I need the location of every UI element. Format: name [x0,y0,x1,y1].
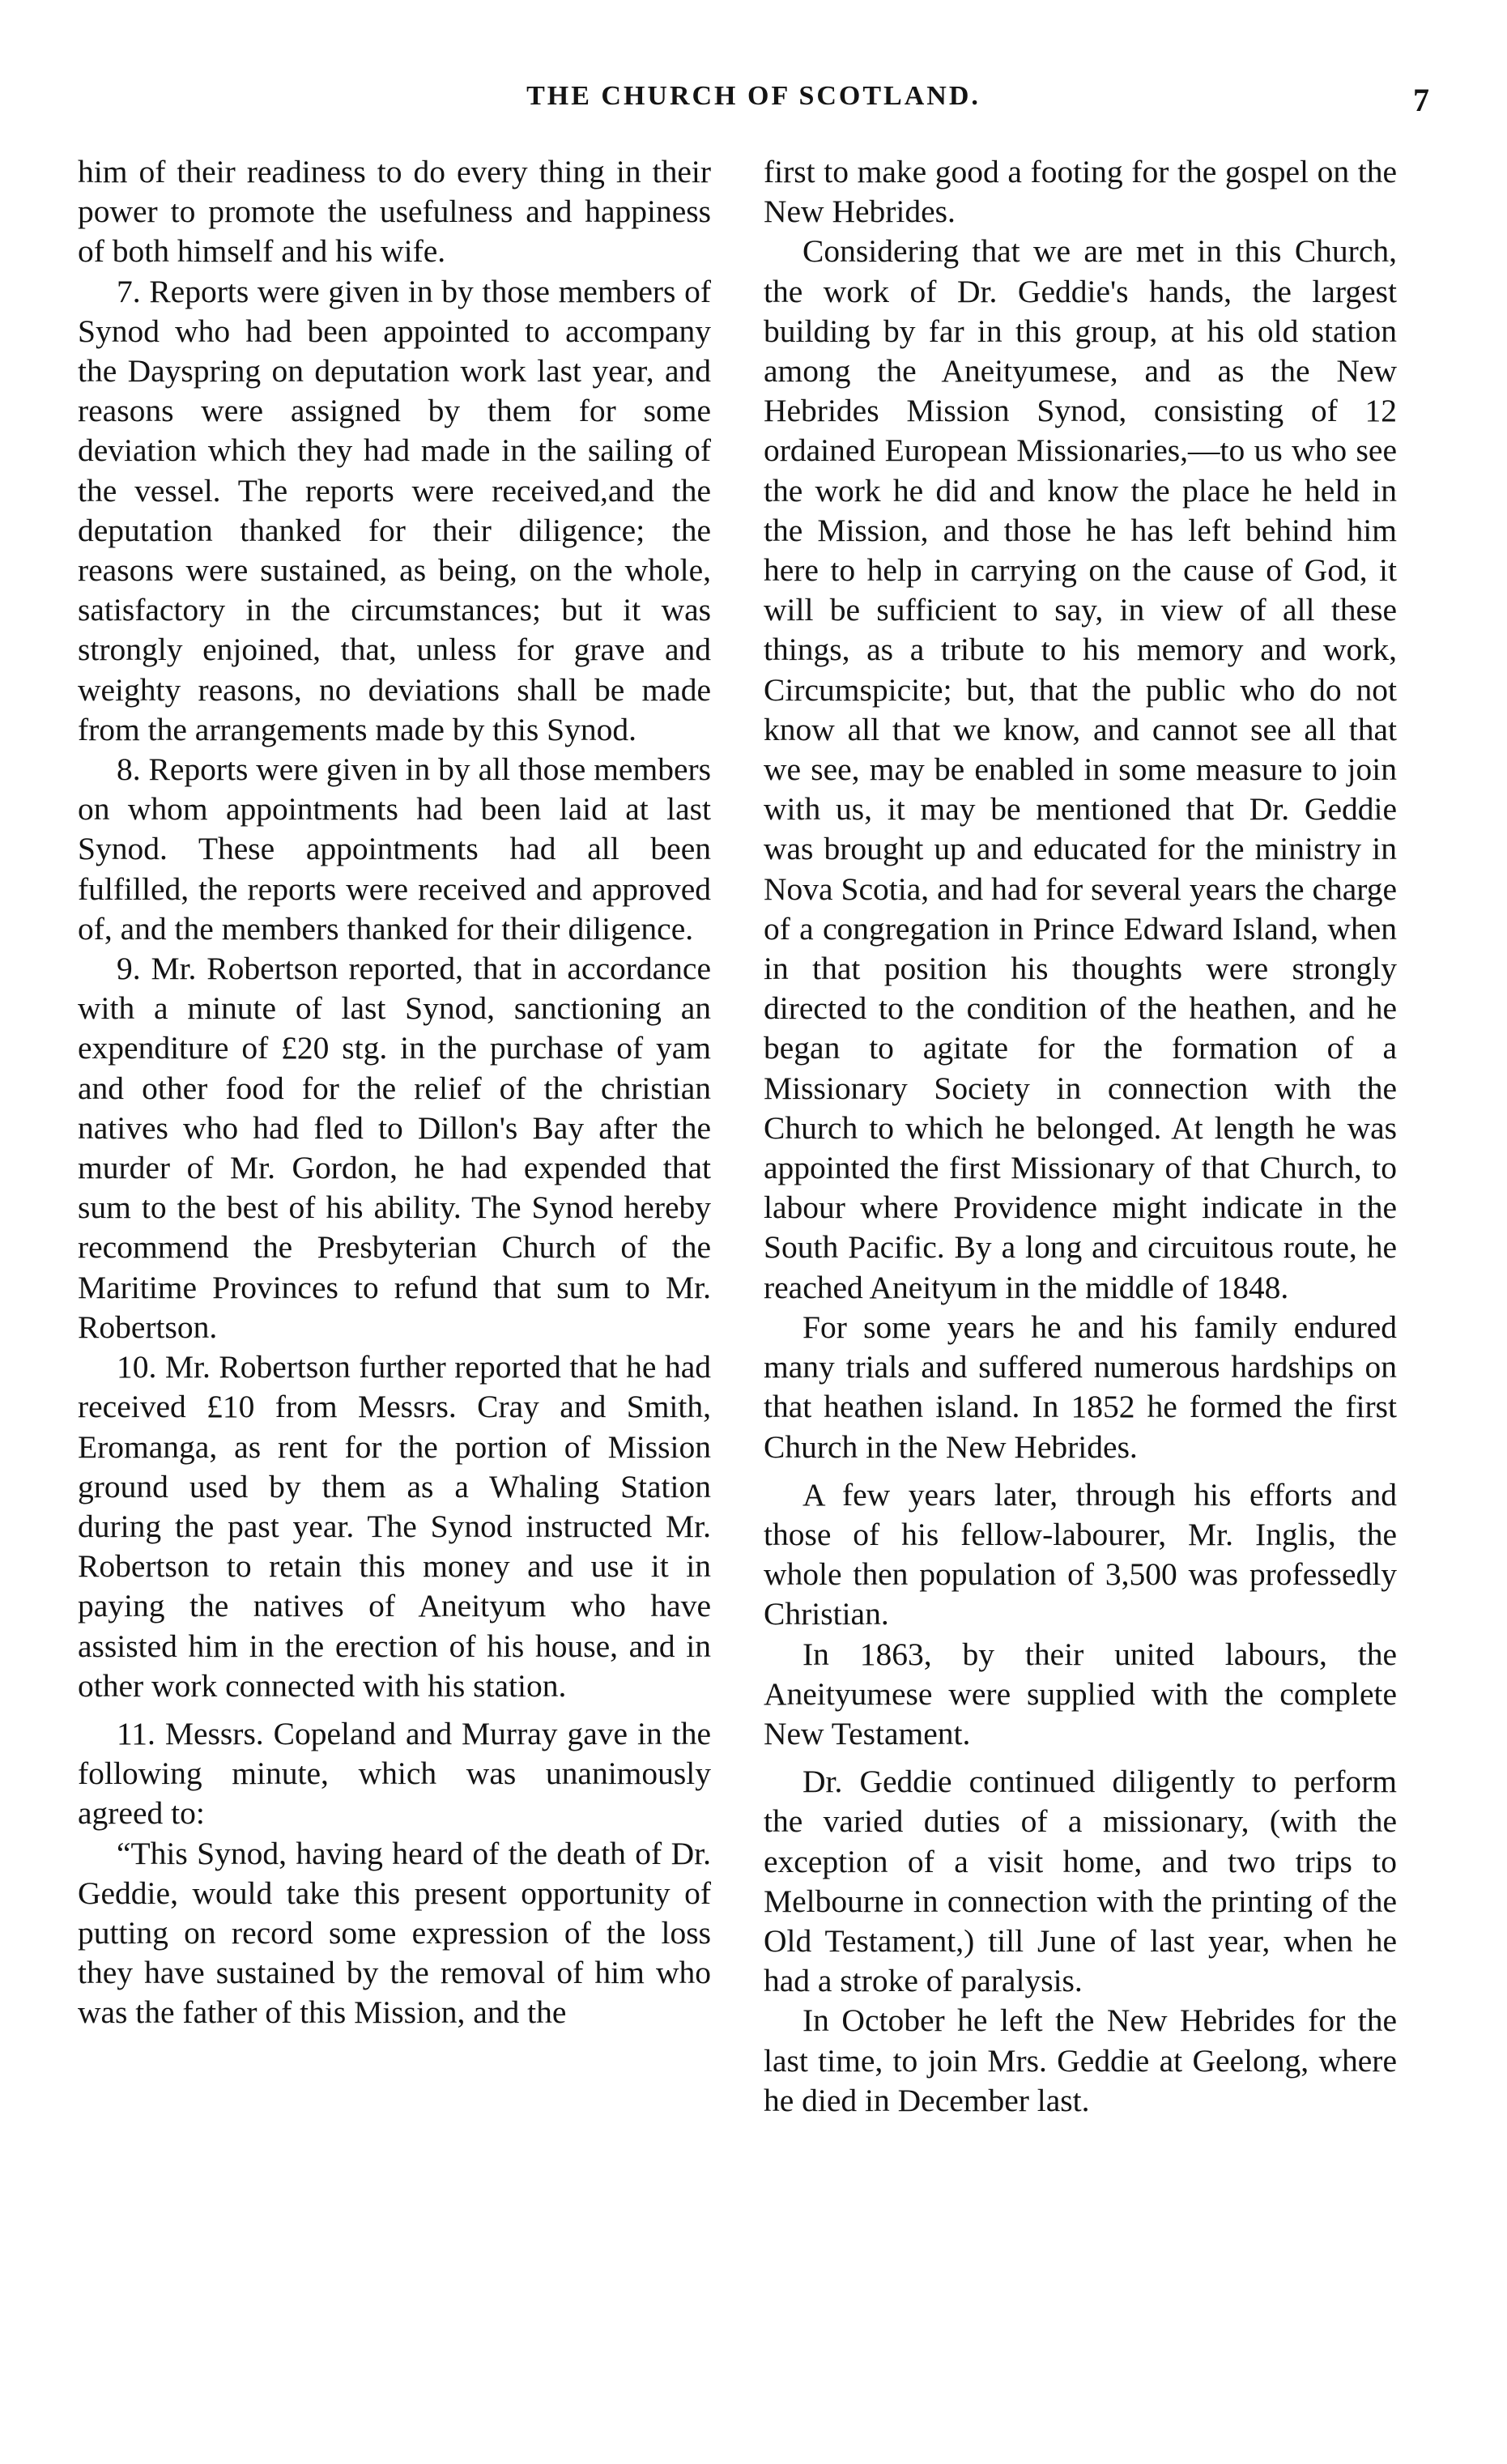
paragraph: “This Synod, having heard of the death of Dr. Geddie, would take this present opportunity of putting on record some expression of the loss they have sustained by the removal of him who was the father of this Mission, and the [78,1835,711,2031]
page-header [78,81,1429,130]
paragraph: 9. Mr. Robertson reported, that in accordance with a minute of last Synod, sanctioning an expenditure of £20 stg. in the purchase of yam and other food for the relief of the christian natives who had fled to Dillon's Bay after the murder of Mr. Gordon, he had expended that sum to the best of his ability. The Synod hereby recommend the Presbyterian Church of the Maritime Provinces to refund that sum to Mr. Robertson. [78,951,711,1345]
paragraph: In October he left the New Hebrides for the last time, to join Mrs. Geddie at Geelong, where he died in December last. [764,2002,1397,2118]
paragraph: 8. Reports were given in by all those members on whom appointments had been laid at last Synod. These appointments had all been fulfilled, the reports were received and approved of, and the members thanked for their diligence. [78,751,711,947]
paragraph: 11. Messrs. Copeland and Murray gave in the following minute, which was unanimously agreed to: [78,1715,711,1832]
paragraph: first to make good a footing for the gospel on the New Hebrides. [764,154,1397,230]
paragraph: Dr. Geddie continued diligently to perform the varied duties of a missionary, (with the exception of a visit home, and two trips to Melbourne in connection with the printing of the Old Testament,) till June of last year, when he had a stroke of paralysis. [764,1764,1397,1999]
paragraph: Considering that we are met in this Church, the work of Dr. Geddie's hands, the largest building by far in this group, at his old station among the Aneityumese, and as the New Hebrides Mission Synod, consisting of 12 ordained European Missionaries,—to us who see the work he did and know the place he held in the Mission, and those he has left behind him here to help in carrying on the cause of God, it will be sufficient to say, in view of all these things, as a tribute to his memory and work, Circumspicite; but, that the public who do not know all that we know, and cannot see all that we see, may be enabled in some measure to join with us, it may be mentioned that Dr. Geddie was brought up and educated for the ministry in Nova Scotia, and had for several years the charge of a congregation in Prince Edward Island, when in that position his thoughts were strongly directed to the condition of the heathen, and he began to agitate for the formation of a Missionary Society in connection with the Church to which he belonged. At length he was appointed the first Missionary of that Church, to labour where Providence might indicate in the South Pacific. By a long and circuitous route, he reached Aneityum in the middle of 1848. [764,233,1397,1305]
left-column [78,152,711,2033]
right-column [764,152,1397,2121]
running-title: THE CHURCH OF SCOTLAND. [526,81,981,111]
paragraph: him of their readiness to do every thing in their power to promote the usefulness and happiness of both himself and his wife. [78,154,711,270]
paragraph: 10. Mr. Robertson further reported that he had received £10 from Messrs. Cray and Smith, Eromanga, as rent for the portion of Mission ground used by them as a Whaling Station during the past year. The Synod instructed Mr. Robertson to retain this money and use it in paying the natives of Aneityum who have assisted him in the erection of his house, and in other work connected with his station. [78,1349,711,1704]
paragraph: 7. Reports were given in by those members of Synod who had been appointed to accompany the Dayspring on deputation work last year, and reasons were assigned by them for some deviation which they had made in the sailing of the vessel. The reports were received,and the deputation thanked for their diligence; the reasons were sustained, as being, on the whole, satisfactory in the circumstances; but it was strongly enjoined, that, unless for grave and weighty reasons, no deviations shall be made from the arrangements made by this Synod. [78,273,711,747]
paragraph: In 1863, by their united labours, the Aneityumese were supplied with the complete New Testament. [764,1636,1397,1751]
paragraph: A few years later, through his efforts and those of his fellow-labourer, Mr. Inglis, the whole then population of 3,500 was professedly Christian. [764,1476,1397,1632]
paragraph: For some years he and his family endured many trials and suffered numerous hardships on that heathen island. In 1852 he formed the first Church in the New Hebrides. [764,1309,1397,1465]
page-number: 7 [1413,82,1429,118]
